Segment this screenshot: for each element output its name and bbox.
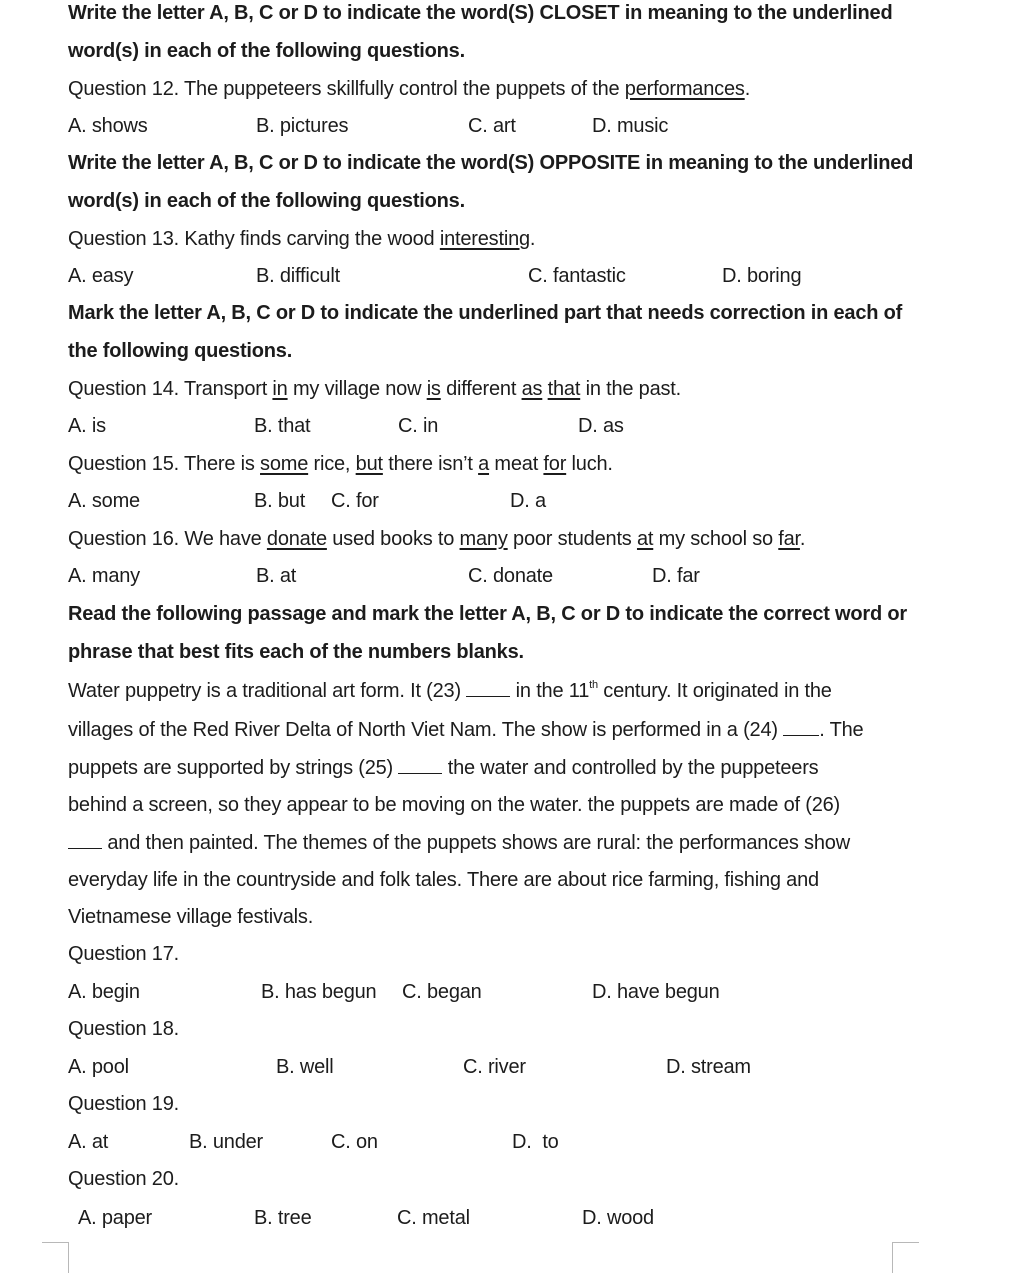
option-d[interactable]: D. as [578,415,624,437]
question-20-label: Question 20. [68,1168,180,1190]
punctuation: . [744,78,751,100]
option-d[interactable]: D. far [652,565,700,587]
page-corner-mark-left [42,1242,69,1273]
question-label: Question 15. [68,453,180,475]
instruction-correction-line1: Mark the letter A, B, C or D to indicate the underlined part that needs correction in each of [68,302,903,324]
option-c[interactable]: C. fantastic [528,265,626,287]
question-label: Question 12. [68,78,180,100]
underlined-word: that [547,378,581,400]
option-d[interactable]: D. music [592,115,669,137]
question-label: Question 16. [68,528,180,550]
option-a[interactable]: A. easy [68,265,134,287]
underlined-word: but [355,453,383,475]
option-b[interactable]: B. well [276,1056,334,1078]
option-a[interactable]: A. shows [68,115,148,137]
option-d[interactable]: D. wood [582,1207,654,1229]
option-a[interactable]: A. begin [68,981,140,1003]
page-corner-mark-right [892,1242,919,1273]
question-label: Question 13. [68,228,180,250]
instruction-correction-line2: the following questions. [68,340,293,362]
underlined-word: far [778,528,800,550]
underlined-word: a [478,453,490,475]
blank-24[interactable] [783,721,819,736]
option-c[interactable]: C. art [468,115,516,137]
underlined-word: many [459,528,508,550]
blank-23[interactable] [466,682,510,697]
option-a[interactable]: A. many [68,565,140,587]
passage-line: villages of the Red River Delta of North Viet Nam. The show is performed in a (24) . The [68,719,864,741]
question-text: The puppeteers skillfully control the puppets of the [184,78,620,100]
underlined-word: interesting [439,228,530,250]
option-d[interactable]: D. stream [666,1056,751,1078]
option-c[interactable]: C. river [463,1056,526,1078]
passage-line: Vietnamese village festivals. [68,906,314,928]
option-b[interactable]: B. pictures [256,115,349,137]
underlined-word: for [543,453,567,475]
option-c[interactable]: C. began [402,981,482,1003]
question-17-label: Question 17. [68,943,180,965]
option-b[interactable]: B. under [189,1131,264,1153]
blank-26[interactable] [68,834,102,849]
punctuation: . [529,228,536,250]
question-14: Question 14. Transport in my village now is different as that in the past. [68,378,682,400]
option-a[interactable]: A. paper [78,1207,153,1229]
option-d[interactable]: D. a [510,490,546,512]
option-b[interactable]: B. that [254,415,311,437]
question-text: Kathy finds carving the wood [184,228,435,250]
question-label: Question 14. [68,378,180,400]
question-18-label: Question 18. [68,1018,180,1040]
passage-line: everyday life in the countryside and folk tales. There are about rice farming, fishing and [68,869,819,891]
option-d[interactable]: D. to [512,1131,559,1153]
question-12 [68,76,750,102]
passage-line: and then painted. The themes of the puppets shows are rural: the performances show [68,830,850,856]
option-c[interactable]: C. on [331,1131,378,1153]
instruction-opposite-line2: word(s) in each of the following questions. [68,190,465,212]
instruction-opposite-line1: Write the letter A, B, C or D to indicate the word(S) OPPOSITE in meaning to the underlined [68,152,914,174]
instruction-closest-line1: Write the letter A, B, C or D to indicate the word(S) CLOSET in meaning to the underlined [68,2,893,24]
option-b[interactable]: B. tree [254,1207,312,1229]
underlined-word: as [521,378,543,400]
instruction-closest-line2: word(s) in each of the following questions. [68,40,465,62]
underlined-word: performances [624,78,745,100]
underlined-word: at [636,528,654,550]
option-b[interactable]: B. has begun [261,981,377,1003]
option-d[interactable]: D. boring [722,265,802,287]
blank-25[interactable] [398,759,442,774]
underlined-word: in [272,378,288,400]
option-a[interactable]: A. is [68,415,106,437]
underlined-word: some [260,453,309,475]
instruction-passage-line1: Read the following passage and mark the letter A, B, C or D to indicate the correct word or [68,603,907,625]
option-c[interactable]: C. in [398,415,439,437]
passage-line: Water puppetry is a traditional art form. It (23) in the 11th century. It originated in the [68,679,832,702]
passage-line: puppets are supported by strings (25) the water and controlled by the puppeteers [68,757,819,779]
option-d[interactable]: D. have begun [592,981,720,1003]
option-a[interactable]: A. pool [68,1056,129,1078]
question-15: Question 15. There is some rice, but there isn’t a meat for luch. [68,453,613,475]
underlined-word: is [426,378,441,400]
option-c[interactable]: C. metal [397,1207,470,1229]
option-c[interactable]: C. donate [468,565,553,587]
option-a[interactable]: A. at [68,1131,109,1153]
question-13 [68,226,535,252]
option-a[interactable]: A. some [68,490,140,512]
question-19-label: Question 19. [68,1093,180,1115]
option-b[interactable]: B. but [254,490,306,512]
option-b[interactable]: B. at [256,565,297,587]
question-16: Question 16. We have donate used books to many poor students at my school so far. [68,528,806,550]
passage-line: behind a screen, so they appear to be moving on the water. the puppets are made of (26) [68,794,840,816]
option-c[interactable]: C. for [331,490,379,512]
option-b[interactable]: B. difficult [256,265,340,287]
underlined-word: donate [266,528,327,550]
instruction-passage-line2: phrase that best fits each of the numbers blanks. [68,641,524,663]
